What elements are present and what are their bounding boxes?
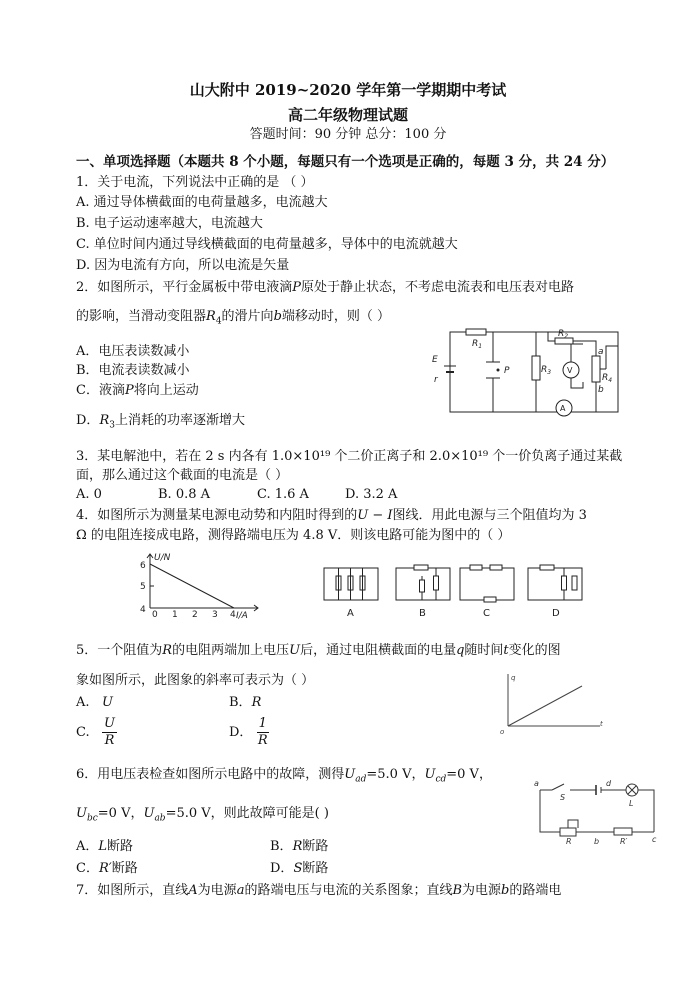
exam-title: 山大附中 2019~2020 学年第一学期期中考试 — [189, 81, 507, 99]
node-b: b — [594, 837, 600, 846]
q2-circuit-figure — [428, 326, 628, 420]
circuit-label-c: C — [483, 608, 490, 619]
y-tick-4: 4 — [140, 605, 146, 615]
q2-option-d: D．$R_3$上消耗的功率逐渐增大 — [76, 413, 245, 431]
q1-option-b: B. 电子运动速率越大，电流越大 — [76, 216, 263, 231]
label-r: r — [434, 375, 438, 385]
q3-option-b: B. 0.8 A — [158, 487, 211, 502]
q5-option-c: C. $\frac{U}{R}$ — [76, 716, 115, 748]
q5-stem-line1: 5．一个阻值为R的电阻两端加上电压U后，通过电阻横截面的电量q随时间t变化的图 — [76, 643, 561, 658]
q7-stem-line1: 7．如图所示，直线A为电源a的路端电压与电流的关系图象；直线B为电源b的路端电 — [76, 883, 562, 898]
label-R4: $R_4$ — [602, 373, 613, 384]
rheostat-label: R — [566, 837, 572, 846]
droplet — [497, 369, 500, 372]
q1-stem: 1．关于电流，下列说法中正确的是 （ ） — [76, 175, 314, 190]
q2-option-c: C．液滴P将向上运动 — [76, 383, 199, 398]
time-score: 答题时间：90 分钟 总分：100 分 — [249, 127, 447, 142]
voltmeter-icon: V — [567, 366, 573, 375]
circuit-label-d: D — [552, 608, 560, 619]
q5-qt-graph — [496, 670, 608, 736]
x-tick-2: 2 — [192, 610, 198, 620]
node-c: c — [652, 835, 657, 844]
q2-stem-line2: 的影响，当滑动变阻器$R_4$的滑片向b端移动时，则（ ） — [76, 309, 391, 327]
y-axis-label: U/N — [154, 553, 171, 563]
label-b: b — [598, 385, 604, 395]
switch-label: S — [560, 793, 566, 802]
label-R2: $R_2$ — [558, 329, 569, 340]
q5-option-b: B．R — [229, 695, 262, 710]
origin-label: o — [500, 728, 505, 736]
t-axis-label: t — [600, 720, 603, 728]
q5-option-a: A. U — [76, 695, 113, 710]
subject-title: 高二年级物理试题 — [287, 106, 408, 124]
section-heading: 一、单项选择题（本题共 8 个小题，每题只有一个选项是正确的，每题 3 分，共 24 分） — [76, 154, 615, 170]
node-d: d — [606, 779, 612, 788]
label-a: a — [598, 347, 604, 357]
label-R3: $R_3$ — [541, 365, 552, 376]
x-tick-1: 1 — [172, 610, 178, 620]
circuit-label-b: B — [419, 608, 426, 619]
resistor-label: R′ — [620, 837, 628, 846]
y-tick-5: 5 — [140, 582, 146, 592]
ammeter-icon: A — [560, 404, 566, 413]
label-P: P — [504, 366, 510, 376]
q6-option-c: C．R′断路 — [76, 861, 138, 876]
q5-stem-line2: 象如图所示，此图象的斜率可表示为（ ） — [76, 673, 315, 688]
q6-option-d: D．S断路 — [270, 861, 329, 876]
x-tick-3: 3 — [212, 610, 218, 620]
q4-ui-graph — [134, 550, 264, 622]
q1-option-c: C. 单位时间内通过导线横截面的电荷量越多，导体中的电流就越大 — [76, 237, 458, 252]
q4-circuit-options — [318, 562, 588, 622]
q6-stem-line1: 6．用电压表检查如图所示电路中的故障，测得$U_{ad}=5.0$ V，$U_{cd}=0$ V， — [76, 767, 492, 785]
q-axis-label: q — [511, 674, 516, 682]
q2-option-a: A．电压表读数减小 — [76, 344, 190, 359]
lamp-label: L — [629, 799, 634, 808]
q2-stem-line1: 2．如图所示，平行金属板中带电液滴P原处于静止状态，不考虑电流表和电压表对电路 — [76, 280, 575, 295]
q4-stem-line2: Ω 的电阻连接成电路，测得路端电压为 4.8 V．则该电路可能为图中的（ ） — [76, 528, 511, 543]
q1-option-d: D. 因为电流有方向，所以电流是矢量 — [76, 258, 290, 273]
q6-stem-line2: $U_{bc}=0$ V，$U_{ab}=5.0$ V，则此故障可能是( ) — [76, 806, 329, 824]
q3-stem-line2: 面，那么通过这个截面的电流是（ ） — [76, 468, 289, 483]
label-E: E — [432, 355, 438, 365]
y-tick-6: 6 — [140, 561, 146, 571]
q6-option-b: B．R断路 — [270, 839, 329, 854]
label-R1: $R_1$ — [472, 339, 483, 350]
q4-stem-line1: 4．如图所示为测量某电源电动势和内阻时得到的U − I图线．用此电源与三个阻值均为 3 — [76, 508, 587, 523]
x-tick-0: 0 — [152, 610, 158, 620]
q3-stem-line1: 3．某电解池中，若在 2 s 内各有 1.0×10¹⁹ 个二价正离子和 2.0×10¹⁹ 个一价负离子通过某截 — [76, 449, 623, 464]
q6-option-a: A．L断路 — [76, 839, 134, 854]
node-a: a — [534, 779, 539, 788]
q6-circuit-figure — [530, 776, 664, 846]
q3-option-a: A. 0 — [76, 487, 102, 502]
q3-option-d: D. 3.2 A — [345, 487, 398, 502]
circuit-label-a: A — [347, 608, 354, 619]
q3-option-c: C. 1.6 A — [257, 487, 309, 502]
q2-option-b: B．电流表读数减小 — [76, 363, 190, 378]
q5-option-d: D． $\frac{1}{R}$ — [229, 716, 268, 748]
q1-option-a: A. 通过导体横截面的电荷量越多，电流越大 — [76, 195, 328, 210]
x-axis-label: I/A — [236, 611, 248, 621]
x-tick-4: 4 — [230, 610, 236, 620]
